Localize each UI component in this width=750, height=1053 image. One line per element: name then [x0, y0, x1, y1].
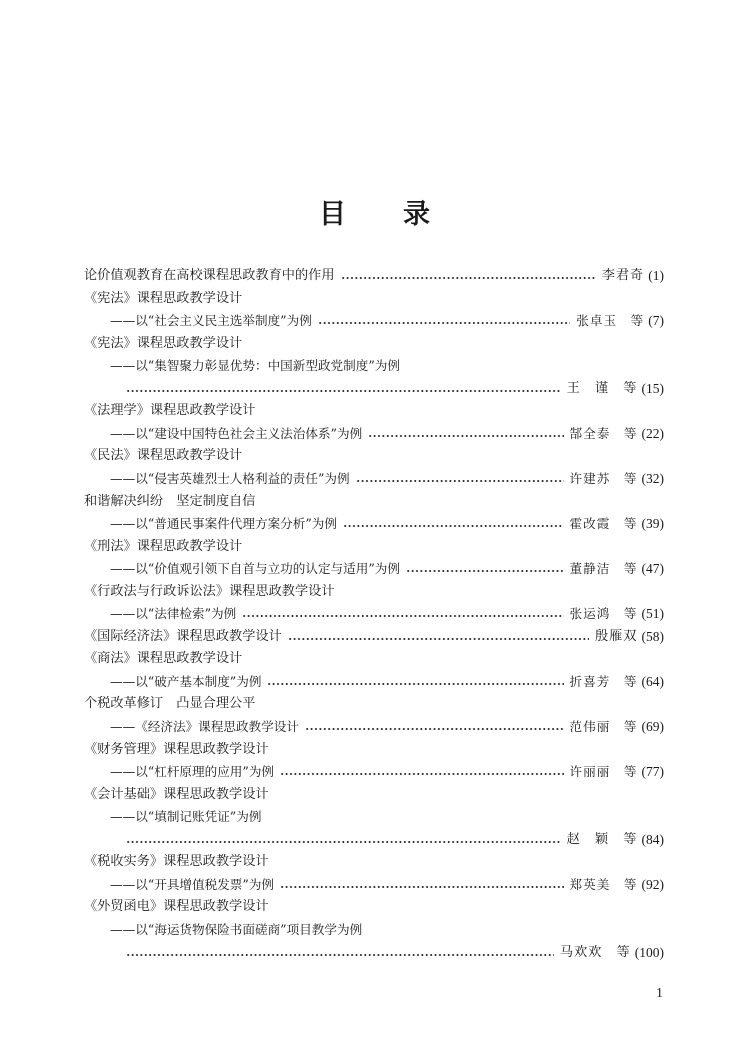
toc-entry-title: ——以“开具增值税发票”为例 [110, 876, 275, 892]
toc-entry-page: (47) [641, 561, 664, 577]
toc-entry-title: ——以“法律检索”为例 [110, 606, 237, 622]
toc-entry-title: ——《经济法》课程思政教学设计 [110, 719, 299, 734]
toc-entry-page: (69) [641, 719, 664, 734]
toc-entry-title: ——以“杠杆原理的应用”为例 [110, 764, 275, 780]
dot-leader [368, 435, 563, 437]
toc-entry[interactable] [84, 581, 664, 603]
toc-entry-title: 《宪法》课程思政教学设计 [84, 335, 243, 351]
toc-entry[interactable] [110, 716, 664, 738]
toc-entry-author: 董静洁 等 [569, 561, 638, 577]
toc-entry[interactable] [110, 874, 664, 896]
toc-entry-author: 郑英美 等 [569, 876, 638, 892]
toc-entry[interactable] [84, 626, 664, 648]
toc-entry[interactable] [110, 806, 664, 828]
dot-leader [280, 773, 564, 775]
toc-entry[interactable] [110, 355, 664, 377]
dot-leader [126, 390, 561, 392]
dot-leader [406, 570, 564, 572]
toc-entry[interactable] [84, 536, 664, 558]
toc-entry-title: 《国际经济法》课程思政教学设计 [84, 628, 282, 644]
toc-entry[interactable] [84, 851, 664, 873]
toc-entry[interactable] [110, 558, 664, 580]
toc-entry-page: (15) [641, 380, 664, 396]
toc-entry-title: 《财务管理》课程思政教学设计 [84, 741, 269, 757]
toc-entry-page: (7) [648, 313, 664, 329]
dot-leader [242, 615, 563, 617]
toc-entry-author: 张卓玉 等 [576, 313, 645, 329]
toc-entry-page: (100) [634, 944, 664, 960]
toc-entry-title: ——以“海运货物保险书面磋商”项目教学为例 [110, 921, 363, 937]
toc-entry-author: 张运鸿 等 [569, 606, 638, 622]
toc-entry-title: ——以“破产基本制度”为例 [110, 673, 262, 689]
toc-entry[interactable] [84, 784, 664, 806]
toc-entry-page: (84) [641, 831, 664, 847]
toc-entry-author: 王 谨 等 [566, 380, 638, 396]
toc-entry[interactable] [120, 942, 664, 964]
page-title: 目 录 [319, 199, 431, 230]
toc-entry-title: 《外贸函电》课程思政教学设计 [84, 899, 269, 915]
toc-entry-page: (92) [641, 876, 664, 892]
dot-leader [305, 728, 564, 730]
toc-entry-title: 《法理学》课程思政教学设计 [84, 403, 256, 419]
toc-entry-author: 殷雁双 [594, 628, 638, 644]
toc-entry[interactable] [120, 378, 664, 400]
toc-entry-title: 《刑法》课程思政教学设计 [84, 538, 243, 554]
toc-entry-title: ——以“填制记账凭证”为例 [110, 809, 262, 825]
toc-entry-author: 许丽丽 等 [569, 764, 638, 780]
toc-entry-author: 折喜芳 等 [569, 673, 638, 689]
toc-entry-author: 郜全泰 等 [569, 425, 638, 441]
toc-entry[interactable] [84, 896, 664, 918]
toc-entry-title: 《行政法与行政诉讼法》课程思政教学设计 [84, 583, 335, 599]
toc-entry-title: 个税改革修订 凸显合理公平 [84, 696, 256, 712]
toc-entry[interactable] [110, 603, 664, 625]
toc-entry-page: (64) [641, 673, 664, 689]
toc-entry-author: 霍改霞 等 [569, 516, 638, 532]
toc-entry-title: ——以“社会主义民主选举制度”为例 [110, 313, 312, 329]
dot-leader [126, 841, 561, 843]
toc-entry-title: 《会计基础》课程思政教学设计 [84, 786, 269, 802]
toc-entry-author: 马欢欢 等 [559, 944, 631, 960]
toc-entry-author: 许建苏 等 [569, 470, 638, 486]
toc-entry-title: ——以“建设中国特色社会主义法治体系”为例 [110, 425, 363, 441]
toc-entry[interactable] [84, 288, 664, 310]
toc-entry-title: 《商法》课程思政教学设计 [84, 651, 243, 667]
toc-entry[interactable] [84, 491, 664, 513]
toc-entry-page: (77) [641, 764, 664, 780]
toc-entry-title: 《宪法》课程思政教学设计 [84, 290, 243, 306]
toc-entry-title: ——以“集智聚力彰显优势：中国新型政党制度”为例 [110, 358, 400, 374]
toc-entry[interactable] [84, 333, 664, 355]
toc-entry[interactable] [110, 919, 664, 941]
dot-leader [126, 954, 554, 956]
dot-leader [288, 638, 589, 640]
toc-entry[interactable] [84, 739, 664, 761]
toc-entry[interactable] [110, 761, 664, 783]
toc-entry-author: 赵 颖 等 [566, 831, 638, 847]
toc-entry-title: ——以“价值观引领下自首与立功的认定与适用”为例 [110, 561, 400, 577]
dot-leader [343, 525, 564, 527]
toc-entry-title: 和谐解决纠纷 坚定制度自信 [84, 493, 256, 509]
toc-entry-page: (32) [641, 470, 664, 486]
toc-entry-page: (1) [648, 268, 664, 283]
toc-entry[interactable] [110, 468, 664, 490]
toc-entry[interactable] [84, 693, 664, 715]
toc-entry-page: (39) [641, 516, 664, 532]
toc-entry-page: (58) [641, 628, 664, 644]
toc-entry-title: 《税收实务》课程思政教学设计 [84, 854, 269, 870]
toc-entry-title: 论价值观教育在高校课程思政教育中的作用 [84, 268, 335, 283]
toc-entry[interactable] [120, 829, 664, 851]
toc-entry[interactable] [84, 445, 664, 467]
toc-entry-page: (51) [641, 606, 664, 622]
dot-leader [280, 886, 564, 888]
toc-entry-title: 《民法》课程思政教学设计 [84, 448, 243, 464]
dot-leader [267, 683, 563, 685]
toc-entry-title: ——以“侵害英雄烈士人格利益的责任”为例 [110, 470, 350, 486]
toc-entry[interactable] [110, 310, 664, 332]
toc-entry[interactable] [84, 265, 664, 287]
dot-leader [318, 322, 570, 324]
toc-entry-title: ——以“普通民事案件代理方案分析”为例 [110, 516, 337, 532]
dot-leader [341, 277, 596, 279]
toc-entry[interactable] [110, 513, 664, 535]
toc-entry-page: (22) [641, 425, 664, 441]
page-number: 1 [656, 986, 663, 1001]
dot-leader [356, 480, 564, 482]
toc-entry[interactable] [110, 423, 664, 445]
toc-entry-author: 范伟丽 等 [569, 719, 638, 734]
toc-entry[interactable] [110, 671, 664, 693]
toc-entry-author: 李君奇 [601, 268, 645, 283]
toc-entry[interactable] [84, 648, 664, 670]
toc-entry[interactable] [84, 400, 664, 422]
